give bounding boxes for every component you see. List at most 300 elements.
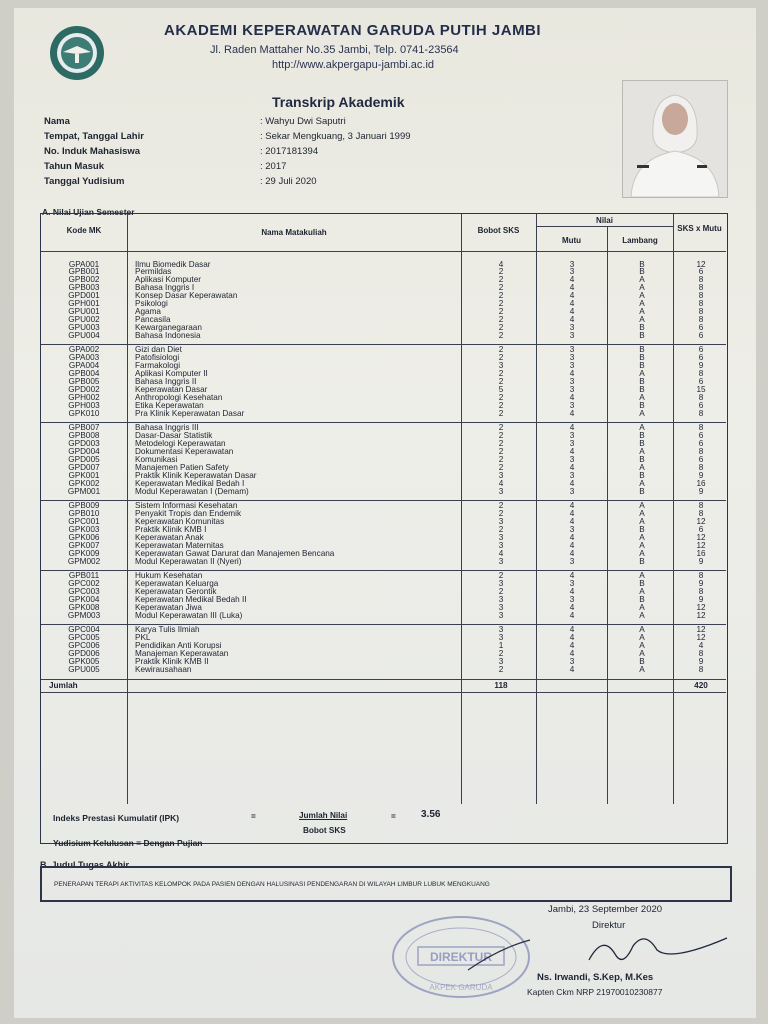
course-lambang: A [639, 369, 645, 379]
course-lambang: A [639, 517, 645, 527]
course-code: GPB009 [68, 501, 100, 511]
course-mutu: 4 [569, 283, 575, 293]
course-lambang: B [639, 377, 645, 387]
course-sks: 2 [498, 307, 504, 317]
course-lambang: B [639, 471, 645, 480]
course-sks-x-mutu: 8 [698, 369, 704, 379]
header-course-name: Nama Matakuliah [261, 228, 327, 237]
transcript-page [14, 8, 756, 1018]
course-lambang: B [639, 330, 645, 340]
course-name: Agama [135, 307, 161, 317]
thesis-title-box [40, 866, 732, 902]
course-name: Farmakologi [135, 361, 181, 371]
course-sks: 2 [498, 439, 504, 449]
course-mutu: 3 [569, 525, 575, 535]
signature-role: Direktur [592, 920, 626, 931]
course-mutu: 4 [569, 307, 575, 317]
course-name: Modul Keperawatan III (Luka) [135, 611, 243, 621]
course-name: Psikologi [135, 299, 168, 309]
course-lambang: B [639, 455, 645, 465]
course-lambang: A [639, 291, 645, 301]
course-name: Bahasa Inggris II [135, 377, 197, 387]
header-sks: Bobot SKS [477, 226, 520, 235]
course-sks: 2 [498, 330, 504, 340]
course-name: Modul Keperawatan II (Nyeri) [135, 556, 242, 566]
course-code: GPA003 [68, 353, 100, 363]
signature-place-date: Jambi, 23 September 2020 [548, 904, 663, 915]
course-lambang: A [639, 611, 645, 621]
course-mutu: 4 [569, 408, 575, 418]
course-lambang: B [639, 353, 645, 363]
course-name: Keperawatan Gawat Darurat dan Manajemen Bencana [135, 548, 335, 558]
course-sks: 2 [498, 431, 504, 441]
course-name: Penyakit Tropis dan Endemik [135, 509, 242, 519]
ipk-equals-2: = [391, 812, 396, 821]
name-label: Nama [44, 116, 70, 127]
course-lambang: A [639, 275, 645, 285]
course-sks: 3 [498, 625, 504, 635]
course-sks: 2 [498, 571, 504, 581]
course-name: Permildas [135, 267, 172, 277]
course-code: GPH002 [68, 393, 100, 403]
course-sks: 2 [498, 447, 504, 457]
course-code: GPU001 [68, 307, 100, 317]
total-divider [41, 692, 726, 693]
course-mutu: 3 [569, 431, 575, 441]
course-mutu: 3 [569, 259, 575, 269]
course-lambang: B [639, 323, 645, 333]
course-sks: 2 [498, 408, 504, 418]
course-lambang: A [639, 641, 645, 651]
course-mutu: 4 [569, 509, 575, 519]
course-sks-x-mutu: 6 [698, 353, 704, 363]
course-sks: 1 [498, 641, 504, 651]
course-name: Manajeman Keperawatan [135, 649, 229, 659]
course-code: GPC001 [68, 517, 100, 527]
course-sks-x-mutu: 8 [698, 283, 704, 293]
ipk-denominator: Bobot SKS [303, 826, 346, 835]
course-sks-x-mutu: 15 [696, 385, 706, 395]
course-sks: 2 [498, 423, 504, 433]
course-name: Bahasa Inggris III [135, 423, 199, 433]
course-name: PKL [135, 633, 151, 643]
course-code: GPK008 [68, 603, 100, 613]
course-lambang: B [639, 361, 645, 371]
course-sks: 3 [498, 471, 504, 480]
institution-address: Jl. Raden Mattaher No.35 Jambi, Telp. 0741-23564 [210, 44, 459, 56]
course-code: GPC004 [68, 625, 100, 635]
course-sks-x-mutu: 6 [698, 439, 704, 449]
course-mutu: 4 [569, 665, 575, 675]
course-code: GPB010 [68, 509, 100, 519]
course-name: Keperawatan Medikal Bedah II [135, 595, 247, 605]
course-mutu: 3 [569, 361, 575, 371]
course-name: Pancasila [135, 315, 171, 325]
header-sks-x-mutu: SKS x Mutu [677, 224, 722, 233]
course-sks: 3 [498, 361, 504, 371]
ipk-value: 3.56 [421, 809, 441, 820]
course-sks-x-mutu: 9 [698, 471, 704, 480]
course-mutu: 4 [569, 463, 575, 473]
course-lambang: B [639, 525, 645, 535]
course-sks-x-mutu: 12 [696, 611, 706, 621]
grades-table [40, 213, 728, 848]
course-mutu: 4 [569, 633, 575, 643]
course-code: GPH001 [68, 299, 100, 309]
course-mutu: 3 [569, 486, 575, 496]
course-lambang: A [639, 541, 645, 551]
course-mutu: 4 [569, 603, 575, 613]
official-stamp [390, 914, 532, 1000]
course-mutu: 4 [569, 447, 575, 457]
course-lambang: A [639, 463, 645, 473]
course-mutu: 4 [569, 275, 575, 285]
course-lambang: A [639, 393, 645, 403]
course-mutu: 4 [569, 423, 575, 433]
course-lambang: A [639, 649, 645, 659]
course-name: Hukum Kesehatan [135, 571, 203, 581]
course-mutu: 4 [569, 517, 575, 527]
course-sks-x-mutu: 6 [698, 323, 704, 333]
course-lambang: A [639, 283, 645, 293]
course-mutu: 4 [569, 548, 575, 558]
course-sks-x-mutu: 8 [698, 571, 704, 581]
course-sks-x-mutu: 12 [696, 603, 706, 613]
document-title: Transkrip Akademik [272, 94, 405, 110]
course-mutu: 4 [569, 641, 575, 651]
course-sks-x-mutu: 16 [696, 548, 706, 558]
handwritten-signature [559, 928, 729, 968]
course-sks-x-mutu: 16 [696, 478, 706, 488]
course-sks: 3 [498, 517, 504, 527]
course-lambang: B [639, 579, 645, 589]
course-name: Keperawatan Maternitas [135, 541, 224, 551]
course-code: GPU002 [68, 315, 100, 325]
course-sks-x-mutu: 6 [698, 400, 704, 410]
course-sks-x-mutu: 8 [698, 649, 704, 659]
course-code: GPD002 [68, 385, 100, 395]
course-sks-x-mutu: 9 [698, 595, 704, 605]
course-name: Praktik Klinik KMB I [135, 525, 207, 535]
course-mutu: 4 [569, 369, 575, 379]
course-mutu: 4 [569, 299, 575, 309]
course-lambang: B [639, 657, 645, 667]
course-sks: 2 [498, 345, 504, 355]
course-code: GPC006 [68, 641, 100, 651]
course-name: Keperawatan Gerontik [135, 587, 217, 597]
course-sks: 2 [498, 455, 504, 465]
course-code: GPH003 [68, 400, 100, 410]
course-code: GPK006 [68, 533, 100, 543]
institution-website[interactable]: http://www.akpergapu-jambi.ac.id [272, 59, 435, 71]
course-mutu: 3 [569, 353, 575, 363]
course-sks-x-mutu: 8 [698, 665, 704, 675]
course-sks: 3 [498, 611, 504, 621]
course-code: GPB001 [68, 267, 100, 277]
course-sks: 2 [498, 353, 504, 363]
course-sks-x-mutu: 12 [696, 541, 706, 551]
course-mutu: 4 [569, 478, 575, 488]
course-sks-x-mutu: 8 [698, 447, 704, 457]
course-mutu: 3 [569, 267, 575, 277]
course-lambang: A [639, 478, 645, 488]
course-mutu: 3 [569, 323, 575, 333]
course-code: GPA001 [68, 259, 100, 269]
course-name: Keperawatan Dasar [135, 385, 208, 395]
course-code: GPD005 [68, 455, 100, 465]
course-name: Keperawatan Jiwa [135, 603, 202, 613]
course-sks-x-mutu: 8 [698, 423, 704, 433]
course-code: GPB011 [68, 571, 100, 581]
course-mutu: 4 [569, 611, 575, 621]
course-code: GPB002 [68, 275, 100, 285]
course-lambang: A [639, 633, 645, 643]
course-lambang: A [639, 625, 645, 635]
course-sks: 2 [498, 463, 504, 473]
course-sks: 4 [498, 548, 504, 558]
course-code: GPC005 [68, 633, 100, 643]
course-lambang: B [639, 400, 645, 410]
institution-name: AKADEMI KEPERAWATAN GARUDA PUTIH JAMBI [164, 22, 542, 39]
course-code: GPU003 [68, 323, 100, 333]
course-name: Keperawatan Komunitas [135, 517, 225, 527]
course-name: Manajemen Patien Safety [135, 463, 229, 473]
course-code: GPB005 [68, 377, 100, 387]
course-sks: 3 [498, 533, 504, 543]
course-sks-x-mutu: 12 [696, 625, 706, 635]
course-lambang: B [639, 439, 645, 449]
course-sks-x-mutu: 6 [698, 431, 704, 441]
course-mutu: 3 [569, 400, 575, 410]
course-code: GPC003 [68, 587, 100, 597]
course-sks: 3 [498, 657, 504, 667]
course-sks-x-mutu: 6 [698, 330, 704, 340]
course-sks-x-mutu: 8 [698, 587, 704, 597]
course-sks-x-mutu: 8 [698, 463, 704, 473]
course-lambang: A [639, 408, 645, 418]
stamp-text: DIREKTUR [430, 950, 492, 964]
course-sks-x-mutu: 6 [698, 377, 704, 387]
course-name: Aplikasi Komputer II [135, 369, 208, 379]
course-lambang: A [639, 423, 645, 433]
course-name: Etika Keperawatan [135, 400, 204, 410]
course-lambang: B [639, 385, 645, 395]
course-name: Kewarganegaraan [135, 323, 202, 333]
group-divider [41, 679, 726, 680]
course-mutu: 3 [569, 657, 575, 667]
course-sks: 2 [498, 267, 504, 277]
course-sks: 3 [498, 579, 504, 589]
course-mutu: 3 [569, 330, 575, 340]
course-name: Sistem Informasi Kesehatan [135, 501, 238, 511]
course-name: Pra Klinik Keperawatan Dasar [135, 408, 245, 418]
course-sks-x-mutu: 9 [698, 361, 704, 371]
course-code: GPD004 [68, 447, 100, 457]
student-birth: : Sekar Mengkuang, 3 Januari 1999 [260, 131, 411, 142]
course-sks: 2 [498, 377, 504, 387]
course-lambang: A [639, 571, 645, 581]
course-name: Dokumentasi Keperawatan [135, 447, 234, 457]
header-code: Kode MK [66, 226, 102, 235]
nim-label: No. Induk Mahasiswa [44, 146, 141, 157]
course-sks: 3 [498, 541, 504, 551]
course-sks-x-mutu: 8 [698, 275, 704, 285]
course-mutu: 3 [569, 455, 575, 465]
signatory-nrp: Kapten Ckm NRP 21970010230877 [527, 987, 663, 997]
course-sks-x-mutu: 4 [698, 641, 704, 651]
course-code: GPK002 [68, 478, 100, 488]
course-sks: 3 [498, 633, 504, 643]
course-sks: 4 [498, 478, 504, 488]
thesis-title: PENERAPAN TERAPI AKTIVITAS KELOMPOK PADA PASIEN DENGAN HALUSINASI PENDENGARAN DI WILAYAH LIMBUR LUBUK MENGKUANG [54, 881, 490, 888]
course-code: GPK010 [68, 408, 100, 418]
course-code: GPC002 [68, 579, 100, 589]
course-code: GPA002 [68, 345, 100, 355]
section-a-heading: A. Nilai Ujian Semester [42, 207, 135, 217]
course-name: Keperawatan Anak [135, 533, 204, 543]
course-sks: 2 [498, 587, 504, 597]
total-sks: 118 [494, 681, 508, 691]
course-sks: 2 [498, 393, 504, 403]
course-name: Bahasa Inggris I [135, 283, 195, 293]
course-name: Bahasa Indonesia [135, 330, 201, 340]
section-b-heading: B. Judul Tugas Akhir [40, 860, 130, 870]
course-lambang: A [639, 509, 645, 519]
course-sks-x-mutu: 8 [698, 299, 704, 309]
course-sks: 2 [498, 400, 504, 410]
course-sks-x-mutu: 6 [698, 455, 704, 465]
course-name: Pendidikan Anti Korupsi [135, 641, 222, 651]
course-lambang: A [639, 665, 645, 675]
course-name: Karya Tulis Ilmiah [135, 625, 200, 635]
course-code: GPK007 [68, 541, 100, 551]
course-mutu: 3 [569, 345, 575, 355]
institution-logo [48, 24, 106, 82]
entry-year-label: Tahun Masuk [44, 161, 104, 172]
course-sks-x-mutu: 9 [698, 556, 704, 566]
course-sks-x-mutu: 8 [698, 408, 704, 418]
course-lambang: A [639, 548, 645, 558]
course-mutu: 4 [569, 315, 575, 325]
course-sks: 2 [498, 299, 504, 309]
total-sks-x-mutu: 420 [694, 681, 708, 691]
ipk-label: Indeks Prestasi Kumulatif (IPK) [53, 813, 180, 823]
course-sks: 2 [498, 323, 504, 333]
course-code: GPK004 [68, 595, 100, 605]
course-mutu: 3 [569, 439, 575, 449]
course-code: GPM002 [67, 556, 101, 566]
course-mutu: 4 [569, 393, 575, 403]
course-name: Ilmu Biomedik Dasar [135, 259, 211, 269]
course-name: Anthropologi Kesehatan [135, 393, 223, 403]
course-code: GPM003 [67, 611, 101, 621]
course-sks: 2 [498, 315, 504, 325]
course-code: GPD007 [68, 463, 100, 473]
course-sks: 2 [498, 501, 504, 511]
course-lambang: A [639, 307, 645, 317]
course-code: GPK005 [68, 657, 100, 667]
course-mutu: 4 [569, 533, 575, 543]
course-mutu: 3 [569, 595, 575, 605]
course-mutu: 4 [569, 625, 575, 635]
ipk-equals: = [251, 812, 256, 821]
entry-year: : 2017 [260, 161, 287, 172]
ipk-numerator: Jumlah Nilai [299, 811, 348, 820]
yudisium-kelulusan: Yudisium Kelulusan = Dengan Pujian [53, 838, 203, 848]
course-sks-x-mutu: 12 [696, 517, 706, 527]
course-name: Keperawatan Medikal Bedah I [135, 478, 245, 488]
course-mutu: 3 [569, 471, 575, 480]
course-code: GPB004 [68, 369, 100, 379]
course-lambang: A [639, 533, 645, 543]
course-code: GPU004 [68, 330, 100, 340]
course-lambang: A [639, 587, 645, 597]
course-sks-x-mutu: 8 [698, 307, 704, 317]
course-sks-x-mutu: 9 [698, 486, 704, 496]
course-code: GPD003 [68, 439, 100, 449]
yudisium-date-label: Tanggal Yudisium [44, 176, 125, 187]
course-mutu: 4 [569, 541, 575, 551]
course-code: GPK009 [68, 548, 100, 558]
course-code: GPB003 [68, 283, 100, 293]
course-name: Gizi dan Diet [135, 345, 182, 355]
course-code: GPM001 [67, 486, 101, 496]
course-code: GPB007 [68, 423, 100, 433]
course-lambang: B [639, 267, 645, 277]
course-mutu: 3 [569, 377, 575, 387]
yudisium-date: : 29 Juli 2020 [260, 176, 317, 187]
course-name: Praktik Klinik KMB II [135, 657, 209, 667]
course-sks-x-mutu: 6 [698, 525, 704, 535]
course-name: Keperawatan Keluarga [135, 579, 219, 589]
course-sks: 3 [498, 603, 504, 613]
header-mutu: Mutu [561, 236, 582, 245]
course-code: GPK003 [68, 525, 100, 535]
course-sks: 2 [498, 369, 504, 379]
signatory-name: Ns. Irwandi, S.Kep, M.Kes [537, 972, 654, 983]
course-lambang: B [639, 345, 645, 355]
course-lambang: A [639, 315, 645, 325]
header-nilai: Nilai [596, 216, 613, 225]
course-lambang: B [639, 431, 645, 441]
course-name: Dasar-Dasar Statistik [135, 431, 213, 441]
course-lambang: B [639, 486, 645, 496]
course-mutu: 3 [569, 385, 575, 395]
student-name: : Wahyu Dwi Saputri [260, 116, 346, 127]
course-mutu: 3 [569, 556, 575, 566]
course-sks: 5 [498, 385, 504, 395]
course-code: GPU005 [68, 665, 100, 675]
course-sks-x-mutu: 9 [698, 579, 704, 589]
course-lambang: A [639, 501, 645, 511]
course-sks-x-mutu: 6 [698, 345, 704, 355]
course-mutu: 4 [569, 571, 575, 581]
student-nim: : 2017181394 [260, 146, 319, 157]
course-mutu: 3 [569, 579, 575, 589]
course-name: Metodelogi Keperawatan [135, 439, 226, 449]
course-lambang: B [639, 595, 645, 605]
course-sks: 3 [498, 486, 504, 496]
course-sks: 3 [498, 556, 504, 566]
course-lambang: B [639, 259, 645, 269]
course-lambang: A [639, 603, 645, 613]
course-mutu: 4 [569, 291, 575, 301]
course-code: GPD006 [68, 649, 100, 659]
course-sks: 2 [498, 283, 504, 293]
course-sks: 3 [498, 595, 504, 605]
course-sks: 2 [498, 275, 504, 285]
course-lambang: A [639, 299, 645, 309]
